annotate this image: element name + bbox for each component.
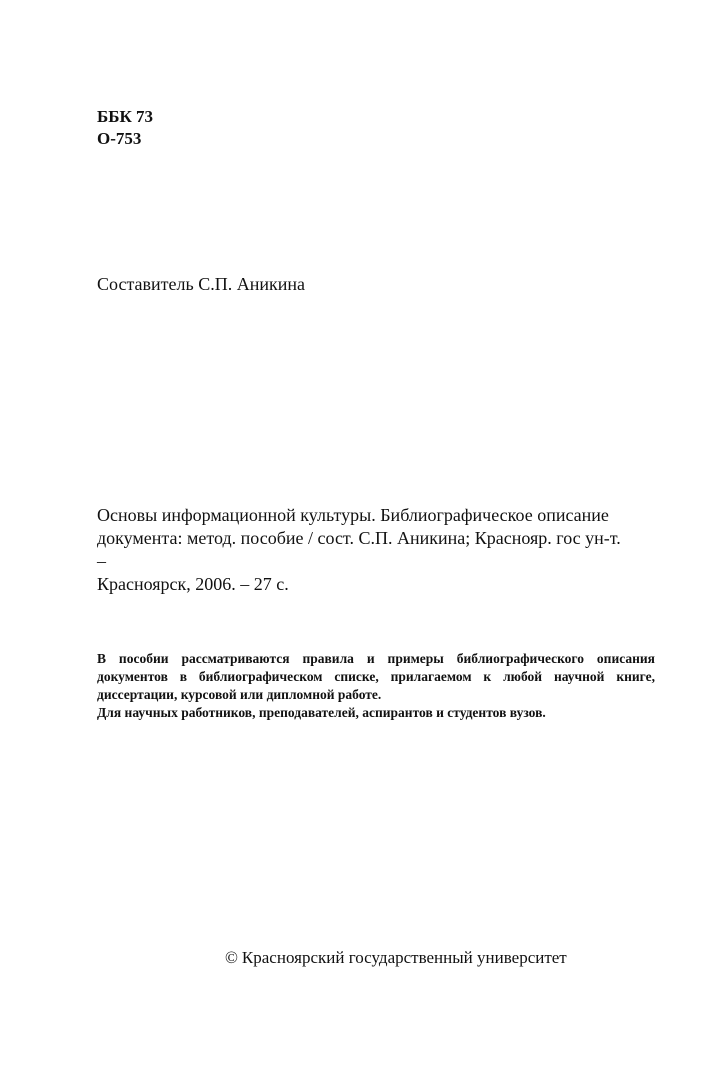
- bib-line-2: документа: метод. пособие / сост. С.П. Аникина; Краснояр. гос ун-т. –: [97, 528, 621, 571]
- abstract-line-3: диссертации, курсовой или дипломной работе.: [97, 687, 382, 702]
- abstract-line-2: документов в библиографическом списке, прилагаемом к любой научной книге,: [97, 669, 655, 684]
- abstract-line-1: В пособии рассматриваются правила и примеры библиографического описания: [97, 651, 655, 666]
- bbk-code: ББК 73: [97, 107, 154, 126]
- abstract-audience: Для научных работников, преподавателей, аспирантов и студентов вузов.: [97, 705, 546, 720]
- bib-line-1: Основы информационной культуры. Библиографическое описание: [97, 505, 609, 525]
- bib-line-3: Красноярск, 2006. – 27 с.: [97, 574, 289, 594]
- classification-codes: [97, 106, 153, 150]
- abstract: [97, 650, 655, 722]
- bibliographic-entry: [97, 504, 622, 596]
- author-code: О-753: [97, 129, 142, 148]
- compiler-line: Составитель С.П. Аникина: [97, 274, 305, 294]
- copyright-holder: Красноярский государственный университет: [241, 948, 567, 967]
- copyright-line: [225, 947, 567, 969]
- copyright-symbol: ©: [225, 948, 238, 967]
